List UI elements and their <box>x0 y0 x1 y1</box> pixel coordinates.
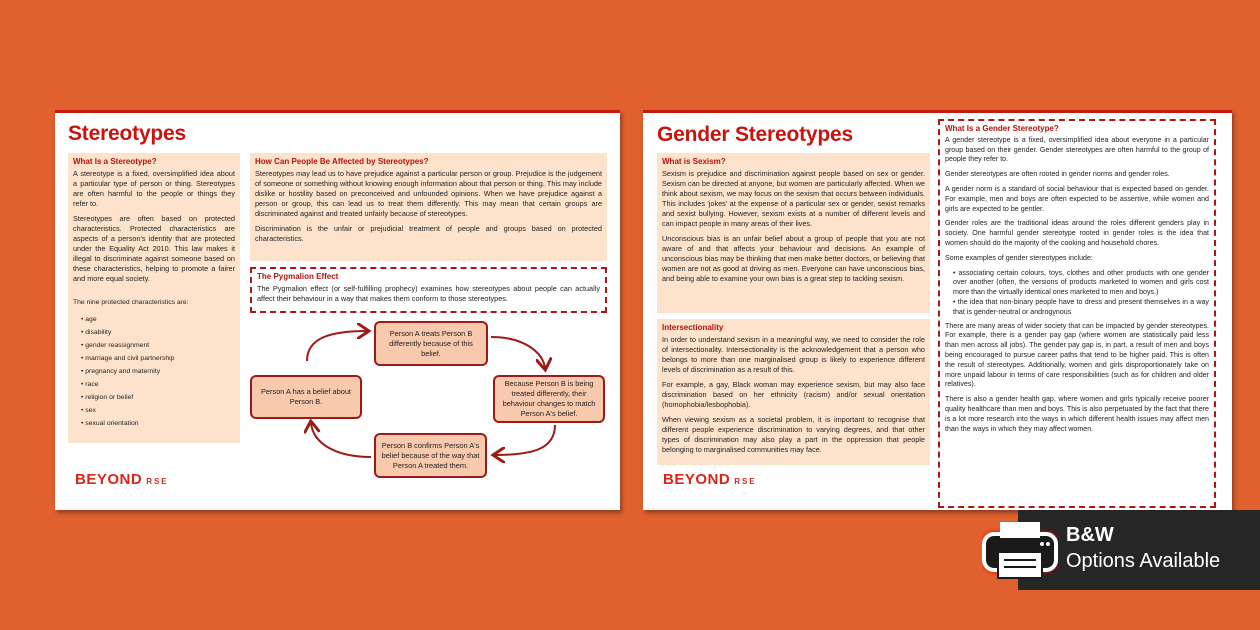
section-heading: What Is a Stereotype? <box>73 157 157 166</box>
list-item: • age <box>81 313 235 326</box>
printer-icon <box>982 518 1058 582</box>
arrow <box>491 337 545 368</box>
arrow <box>307 331 367 361</box>
paragraph: Discrimination is the unfair or prejudicial treatment of people and groups based on protected characteristics. <box>255 224 602 243</box>
paragraph: A stereotype is a fixed, oversimplified idea about a particular type of person or thing. Stereotypes are often harmful to the people or things they refer to. <box>73 169 235 208</box>
paragraph: Unconscious bias is an unfair belief about a group of people that you are not aware of and that affects your behaviour and decisions. An example of unconscious bias may be thinking that men make better doctors, or believing that women are not as good at driving as men. Everyone can have unconscious bias, and being able to examine your own bias is a great step to tackling sexism. <box>662 234 925 283</box>
section-heading: Intersectionality <box>662 323 724 332</box>
section-heading: What Is a Gender Stereotype? <box>945 124 1059 133</box>
paragraph: Stereotypes may lead us to have prejudice against a particular person or group. Prejudice is the judgement of someone or something without knowing enough information about that person or thing. This may include dislike or hostility based on preconceived and unfounded opinions. When we have prejudice against a person or group, this can lead us to treat them differently. This may mean that certain groups are discriminated against and treated unfairly because of stereotypes. <box>255 169 602 218</box>
list-item: • gender reassignment <box>81 339 235 352</box>
bw-options-badge <box>1018 510 1260 590</box>
paragraph: There is also a gender health gap, where women and girls typically receive poorer quality healthcare than men and boys. This is also perpetuated by the fact that there is a lot more research into the ways in which different health issues may affect men than the ways in which they may affect women. <box>945 395 1209 433</box>
section-heading: How Can People Be Affected by Stereotypes? <box>255 157 429 166</box>
intersectionality-box <box>657 319 930 465</box>
paragraph: For example, a gay, Black woman may experience sexism, but may also face discrimination based on her ethnicity (racism) and/or sexual orientation (homophobia/lesbophobia). <box>662 380 925 409</box>
list-item: • religion or belief <box>81 391 235 404</box>
cycle-arrows <box>55 113 620 513</box>
cycle-node: Person A has a belief about Person B. <box>250 375 362 419</box>
list-item: • marriage and civil partnership <box>81 352 235 365</box>
arrow <box>495 425 555 455</box>
section-heading: What is Sexism? <box>662 157 726 166</box>
stereotypes-page <box>55 110 620 510</box>
page-title: Stereotypes <box>68 122 187 145</box>
sexism-box <box>657 153 930 313</box>
list-item: • race <box>81 378 235 391</box>
list-item: • pregnancy and maternity <box>81 365 235 378</box>
paragraph: A gender norm is a standard of social behaviour that is expected based on gender. For example, men and boys are often expected to be assertive, while women and girls are expected to be gentler. <box>945 184 1209 213</box>
beyond-logo: BEYOND RSE <box>75 471 169 488</box>
list-item: • sexual orientation <box>81 417 235 430</box>
paragraph: When viewing sexism as a societal problem, it is important to recognise that different people experience discrimination to varying degrees, and that other types of discrimination may also play a part in the oppression that people belonging to marginalised communities may face. <box>662 415 925 454</box>
gender-stereotype-box <box>938 119 1216 508</box>
list-item: • associating certain colours, toys, clothes and other products with one gender over another (often, the versions of products marketed to women and girls cost more than the virtually identical ones marketed to men and boys.) <box>953 269 1209 298</box>
badge-title: B&W <box>1066 524 1114 546</box>
cycle-node: Because Person B is being treated differently, their behaviour changes to match Person A's belief. <box>493 375 605 423</box>
list-item: • sex <box>81 404 235 417</box>
paragraph: A gender stereotype is a fixed, oversimplified idea about everyone in a particular group based on their gender. Gender stereotypes are often harmful to the group of people they refer to. <box>945 135 1209 164</box>
list-intro: The nine protected characteristics are: <box>73 299 189 306</box>
cycle-node: Person B confirms Person A's belief because of the way that Person A treated them. <box>374 433 487 478</box>
paragraph: Sexism is prejudice and discrimination against people based on sex or gender. Sexism can be directed at anyone, but women are particularly affected. When we think about sexism, we may focus on the sexism that occurs between individuals. This includes 'jokes' at the expense of a particular sex or gender, sexist remarks and sexist bullying. However, sexism exists at a number of different levels and can impact people in many areas of their lives. <box>662 169 925 228</box>
cycle-node: Person A treats Person B differently because of this belief. <box>374 321 488 366</box>
badge-subtitle: Options Available <box>1066 550 1221 572</box>
paragraph: Gender stereotypes are often rooted in gender norms and gender roles. <box>945 170 1170 179</box>
arrow <box>311 423 371 457</box>
beyond-logo: BEYOND RSE <box>663 471 757 488</box>
paragraph: There are many areas of wider society that can be impacted by gender stereotypes. For example, there is a gender pay gap (where women are statistically paid less than men across all jobs). The gender pay gap is, in part, a result of men and boys being encouraged to pursue career paths that tend to be higher paid. This is often the result of stereotypes. Additionally, women and girls disproportionately take on more unpaid labour in terms of care responsibilities (such as for children and older relatives). <box>945 321 1209 389</box>
paragraph: Stereotypes are often based on protected characteristics. Protected characteristics are aspects of a person's identity that are protected under the Equality Act 2010. This law makes it illegal to discriminate against someone based on these characteristics, helping to promote a fairer and more equal society. <box>73 214 235 283</box>
paragraph: The Pygmalion effect (or self-fulfilling prophecy) examines how stereotypes about people can actually affect their behaviour in a way that makes them conform to those stereotypes. <box>257 284 600 303</box>
section-heading: The Pygmalion Effect <box>257 272 339 281</box>
paragraph: Some examples of gender stereotypes include: <box>945 253 1093 262</box>
paragraph: In order to understand sexism in a meaningful way, we need to consider the role of intersectionality. Intersectionality is the acknowledgement that a person who belongs to more than one marginalised group is likely to experience different levels of discrimination as a result of this. <box>662 335 925 374</box>
gender-stereotypes-page <box>643 110 1232 510</box>
page-title: Gender Stereotypes <box>657 123 853 146</box>
list-item: • the idea that non-binary people have to dress and present themselves in a way that is gender-neutral or androgynous <box>953 298 1209 318</box>
paragraph: Gender roles are the traditional ideas around the roles different genders play in society. One harmful gender stereotype rooted in gender roles is the idea that women should do the majority of the cooking and household chores. <box>945 219 1209 247</box>
list-item: • disability <box>81 326 235 339</box>
